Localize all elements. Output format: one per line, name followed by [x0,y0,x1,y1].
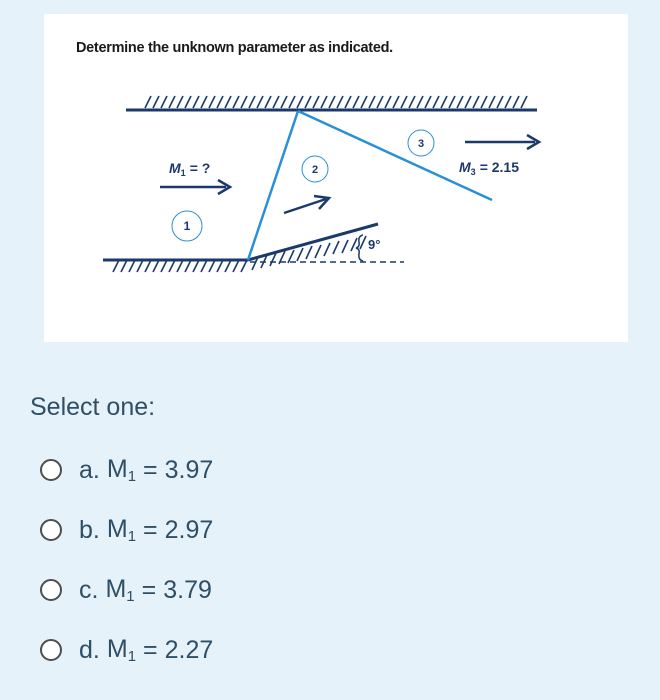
symbol-text: M [106,515,128,543]
reflected-shock [298,111,492,200]
region-1-marker [172,211,202,241]
option-value: 3.97 [164,455,214,484]
option-equals: = [143,635,158,664]
flow-arrow-1 [160,180,230,194]
option-symbol [105,575,134,605]
m1-subscript: 1 [180,168,186,178]
symbol-text: M [106,455,128,483]
option-a[interactable] [40,440,213,500]
symbol-subscript: 1 [126,588,135,605]
symbol-text: M [106,635,128,663]
option-d[interactable] [40,620,213,680]
top-wall-hatch [145,96,527,108]
option-letter: d. [79,635,100,664]
radio-button[interactable] [40,579,62,601]
flow-arrow-2 [284,196,329,213]
option-symbol [107,515,136,545]
select-one-label: Select one: [30,393,156,421]
bottom-wall-hatch [113,260,247,272]
m1-value: = ? [189,160,211,176]
option-letter: b. [79,515,100,544]
region-3-marker [408,130,434,156]
flow-arrow-3 [465,135,539,149]
m3-value: = 2.15 [479,159,520,175]
option-equals: = [143,455,158,484]
option-equals: = [143,515,158,544]
option-c[interactable] [40,560,213,620]
symbol-subscript: 1 [127,528,137,545]
option-letter: c. [79,575,99,604]
angle-label: 9° [368,237,381,252]
m3-subscript: 3 [470,167,476,177]
radio-button[interactable] [40,639,62,661]
m1-symbol: M [169,160,181,176]
radio-button[interactable] [40,459,62,481]
option-symbol [107,455,136,485]
m3-symbol: M [459,159,471,175]
option-b[interactable] [40,500,213,560]
symbol-text: M [105,575,127,603]
m1-label [169,160,210,178]
option-value: 2.97 [164,515,214,544]
option-value: 2.27 [164,635,214,664]
m3-label [459,159,519,177]
symbol-subscript: 1 [127,648,137,665]
region-1-label: 1 [183,219,191,233]
radio-button[interactable] [40,519,62,541]
option-value: 3.79 [163,575,212,604]
option-letter: a. [79,455,100,484]
region-3-label: 3 [417,138,425,150]
region-2-label: 2 [311,164,319,176]
oblique-shock-1 [248,111,298,260]
option-symbol [107,635,136,665]
option-equals: = [141,575,157,604]
answer-options [40,440,213,680]
region-2-marker [302,156,328,182]
symbol-subscript: 1 [127,468,137,485]
question-text: Determine the unknown parameter as indicated. [76,40,393,56]
